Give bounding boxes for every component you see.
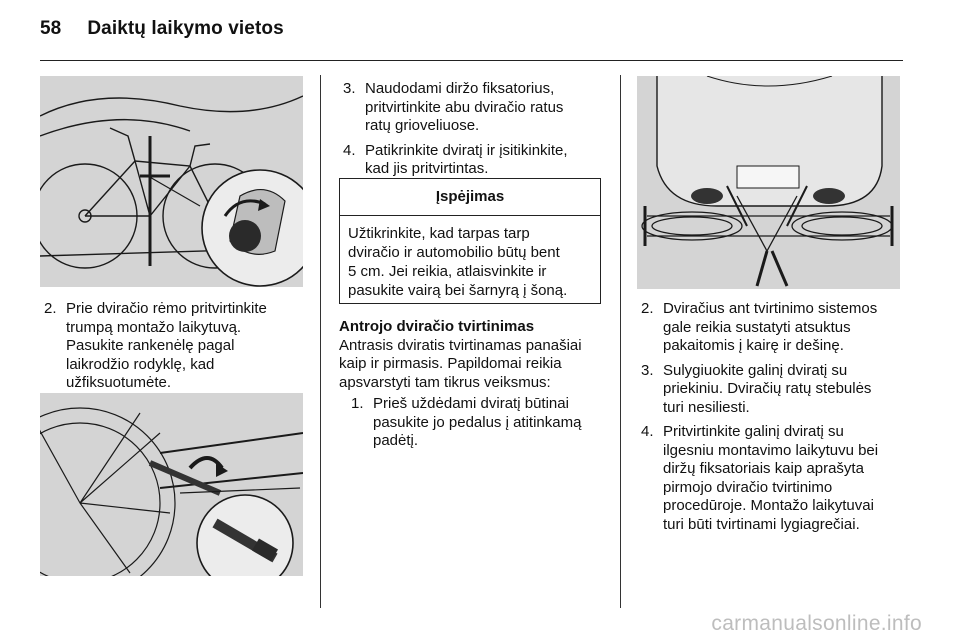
warning-title: Įspėjimas <box>340 179 600 216</box>
bike-frame-holder-illustration <box>40 76 303 287</box>
warning-box <box>339 178 601 304</box>
steps-3-4 <box>339 80 614 179</box>
second-bike-section: Antrojo dviračio tvirtinimas Antrasis dviratis tvirtinamas panašiai kaip ir pirmasis. Papildomai reikia apsvarstyti tam tikrus veiksmus: 1. Prieš uždėdami dviratį būtinai pasukite jo pedalus į atitinkamą padėtį. <box>339 318 617 451</box>
list-item: 1. Prieš uždėdami dviratį būtinai pasukite jo pedalus į atitinkamą padėtį. <box>351 395 582 449</box>
list-item: 2. Prie dviračio rėmo pritvirtinkite trumpą montažo laikytuvą. Pasukite rankenėlę pagal laikrodžio rodyklę, kad užfiksuotumėte. <box>44 300 267 391</box>
steps-col3 <box>637 300 907 534</box>
list-item: 3. Sulygiuokite galinį dviratį su priekiniu. Dviračių ratų stebulės turi nesiliesti. <box>641 361 872 416</box>
column-divider-right <box>620 75 621 608</box>
list-item: 3. Naudodami diržo fiksatorius, pritvirtinkite abu dviračio ratus ratų grioveliuose. <box>343 80 564 134</box>
list-item: 4. Patikrinkite dviratį ir įsitikinkite, kad jis pritvirtintas. <box>343 141 568 177</box>
list-item: 2. Dviračius ant tvirtinimo sistemos gale reikia sustatyti atsuktus pakaitomis į kairę ir dešinę. <box>641 300 878 354</box>
page-header <box>40 18 284 40</box>
header-rule <box>40 60 903 61</box>
two-bikes-carrier-illustration <box>637 76 900 289</box>
page-title: Daiktų laikymo vietos <box>87 18 284 39</box>
watermark: carmanualsonline.info <box>711 612 922 635</box>
warning-text: Užtikrinkite, kad tarpas tarp dviračio ir automobilio būtų bent 5 cm. Jei reikia, atlaisvinkite ir pasukite vairą bei šarnyrą į šoną. <box>348 225 568 299</box>
section-heading: Antrojo dviračio tvirtinimas <box>339 318 535 335</box>
page-number: 58 <box>40 18 62 39</box>
column-divider-left <box>320 75 321 608</box>
list-item: 4. Pritvirtinkite galinį dviratį su ilgesniu montavimo laikytuvu bei diržų fiksatoriais kaip aprašyta pirmojo dviračio tvirtinimo procedūroje. Montažo laikytuvai turi būti tvirtinami lygiagrečiai. <box>641 423 879 533</box>
wheel-strap-illustration <box>40 393 303 576</box>
step-2-frame-holder <box>40 300 315 393</box>
